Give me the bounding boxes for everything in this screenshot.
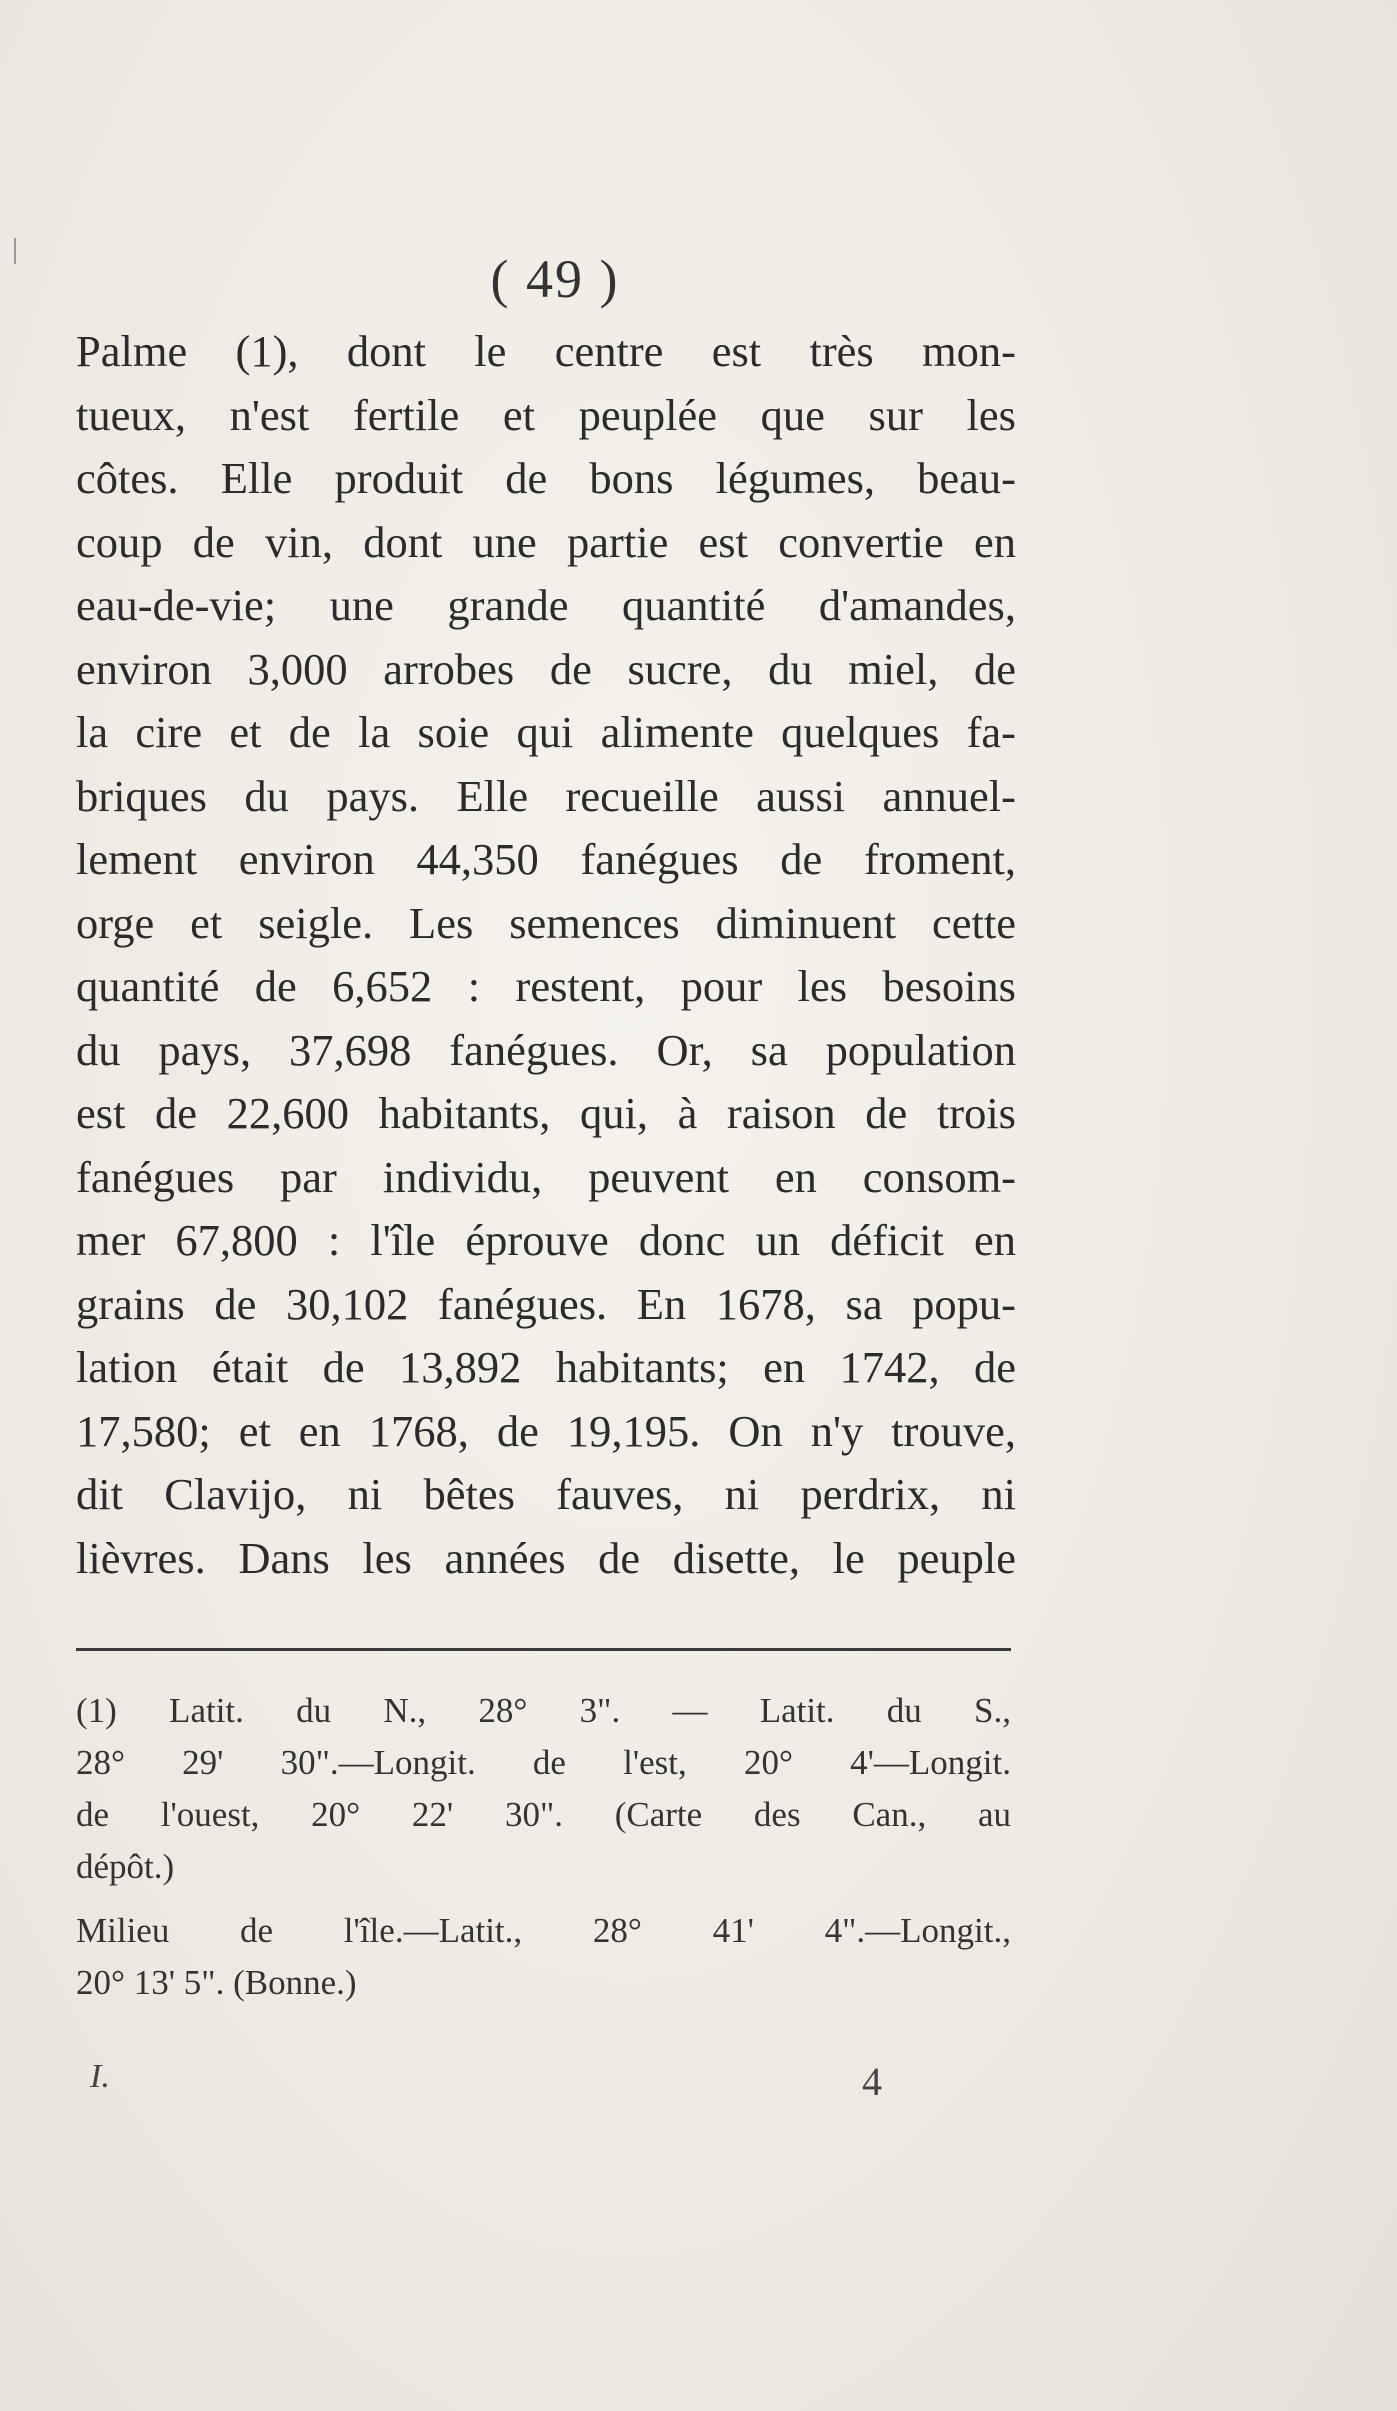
body-line: quantité de 6,652 : restent, pour les besoins	[76, 961, 1016, 1011]
footnote-line: de l'ouest, 20° 22' 30". (Carte des Can., au	[76, 1795, 1011, 1834]
footnote-divider	[76, 1648, 1011, 1651]
footnote-line: Milieu de l'île.—Latit., 28° 41' 4".—Longit.,	[76, 1911, 1011, 1950]
footnote-1-continued	[76, 1905, 1011, 2009]
body-line: 17,580; et en 1768, de 19,195. On n'y trouve,	[76, 1405, 1016, 1456]
body-line: du pays, 37,698 fanégues. Or, sa population	[76, 1024, 1016, 1075]
body-line: la cire et de la soie qui alimente quelques fa-	[76, 707, 1016, 757]
page-number: ( 49 )	[490, 249, 620, 309]
body-line: mer 67,800 : l'île éprouve donc un déficit en	[76, 1215, 1016, 1265]
body-line: lièvres. Dans les années de disette, le peuple	[76, 1532, 1016, 1583]
body-line: environ 3,000 arrobes de sucre, du miel, de	[76, 643, 1016, 694]
body-line: tueux, n'est fertile et peuplée que sur les	[76, 389, 1016, 440]
body-line: lation était de 13,892 habitants; en 1742, de	[76, 1342, 1016, 1392]
footnote-line: dépôt.)	[76, 1847, 175, 1886]
body-line: fanégues par individu, peuvent en consom-	[76, 1151, 1016, 1202]
body-line: Palme (1), dont le centre est très mon-	[76, 326, 1016, 376]
sheet-number: 4	[862, 2059, 882, 2104]
footnote-line: 28° 29' 30".—Longit. de l'est, 20° 4'—Longit.	[76, 1743, 1011, 1782]
body-line: eau-de-vie; une grande quantité d'amandes,	[76, 580, 1016, 630]
body-text	[76, 320, 1016, 1590]
body-line: briques du pays. Elle recueille aussi annuel-	[76, 770, 1016, 821]
body-line: est de 22,600 habitants, qui, à raison de trois	[76, 1088, 1016, 1138]
body-line: lement environ 44,350 fanégues de froment,	[76, 834, 1016, 884]
signature-mark: I.	[90, 2058, 110, 2095]
body-line: grains de 30,102 fanégues. En 1678, sa popu-	[76, 1278, 1016, 1329]
body-line: côtes. Elle produit de bons légumes, beau-	[76, 453, 1016, 503]
footnote-1	[76, 1685, 1011, 1893]
body-line: orge et seigle. Les semences diminuent cette	[76, 897, 1016, 948]
body-line: dit Clavijo, ni bêtes fauves, ni perdrix, ni	[76, 1469, 1016, 1519]
footnote-line: (1) Latit. du N., 28° 3". — Latit. du S.,	[76, 1691, 1011, 1730]
footnote-line: 20° 13' 5". (Bonne.)	[76, 1963, 357, 2002]
margin-mark	[14, 238, 16, 264]
footnotes	[76, 1685, 1011, 2009]
body-line: coup de vin, dont une partie est convertie en	[76, 516, 1016, 567]
